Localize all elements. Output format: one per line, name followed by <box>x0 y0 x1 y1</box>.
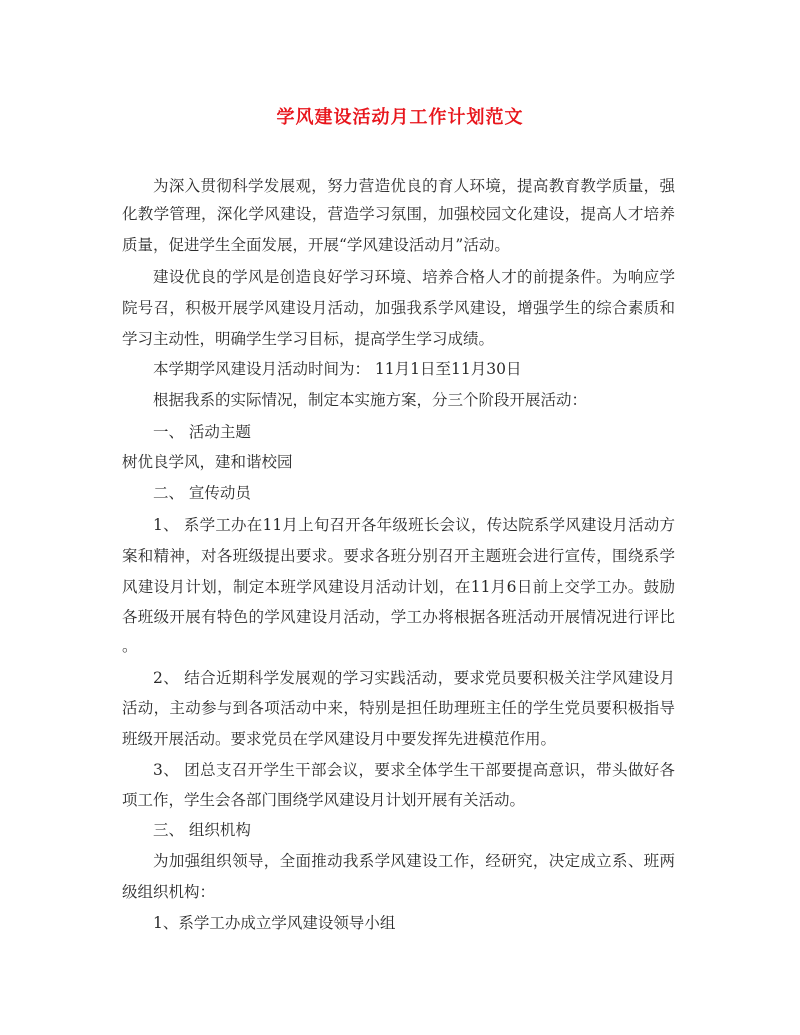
text-line: 级组织机构： <box>122 883 216 901</box>
text-line: 一、 活动主题 <box>153 423 251 441</box>
text-line: 班级开展活动。要求党员在学风建设月中要发挥先进模范作用。 <box>122 730 557 748</box>
text-line: 根据我系的实际情况，制定本实施方案，分三个阶段开展活动： <box>153 391 588 409</box>
text-line: 。 <box>122 637 138 655</box>
text-line: 二、 宣传动员 <box>153 484 251 502</box>
text-line: 树优良学风，建和谐校园 <box>122 453 293 471</box>
text-line: 项工作，学生会各部门围绕学风建设月计划开展有关活动。 <box>122 791 526 809</box>
text-line: 质量，促进学生全面发展，开展“学风建设活动月”活动。 <box>122 236 510 254</box>
document-title: 学风建设活动月工作计划范文 <box>276 107 524 128</box>
text-line: 三、 组织机构 <box>153 821 251 839</box>
text-line: 建设优良的学风是创造良好学习环境、培养合格人才的前提条件。为响应学 <box>153 268 675 286</box>
text-line: 学习主动性，明确学生学习目标，提高学生学习成绩。 <box>122 330 495 348</box>
text-line: 本学期学风建设月活动时间为： 11月1日至11月30日 <box>153 360 522 378</box>
text-line: 案和精神，对各班级提出要求。要求各班分别召开主题班会进行宣传，围绕系学 <box>122 547 675 565</box>
text-line: 3、 团总支召开学生干部会议，要求全体学生干部要提高意识，带头做好各 <box>153 761 675 779</box>
text-line: 活动，主动参与到各项活动中来，特别是担任助理班主任的学生党员要积极指导 <box>122 699 675 717</box>
text-line: 1、 系学工办在11月上旬召开各年级班长会议，传达院系学风建设月活动方 <box>153 516 675 534</box>
text-line: 风建设月计划，制定本班学风建设月活动计划，在11月6日前上交学工办。鼓励 <box>122 578 675 596</box>
text-line: 2、 结合近期科学发展观的学习实践活动，要求党员要积极关注学风建设月 <box>153 669 675 687</box>
text-line: 化教学管理，深化学风建设，营造学习氛围，加强校园文化建设，提高人才培养 <box>122 205 675 223</box>
text-line: 1、系学工办成立学风建设领导小组 <box>153 914 396 932</box>
text-line: 为加强组织领导，全面推动我系学风建设工作，经研究，决定成立系、班两 <box>153 852 675 870</box>
text-line: 为深入贯彻科学发展观，努力营造优良的育人环境，提高教育教学质量，强 <box>153 177 675 195</box>
text-line: 各班级开展有特色的学风建设月活动，学工办将根据各班活动开展情况进行评比 <box>122 608 675 626</box>
text-line: 院号召，积极开展学风建设月活动，加强我系学风建设，增强学生的综合素质和 <box>122 299 675 317</box>
